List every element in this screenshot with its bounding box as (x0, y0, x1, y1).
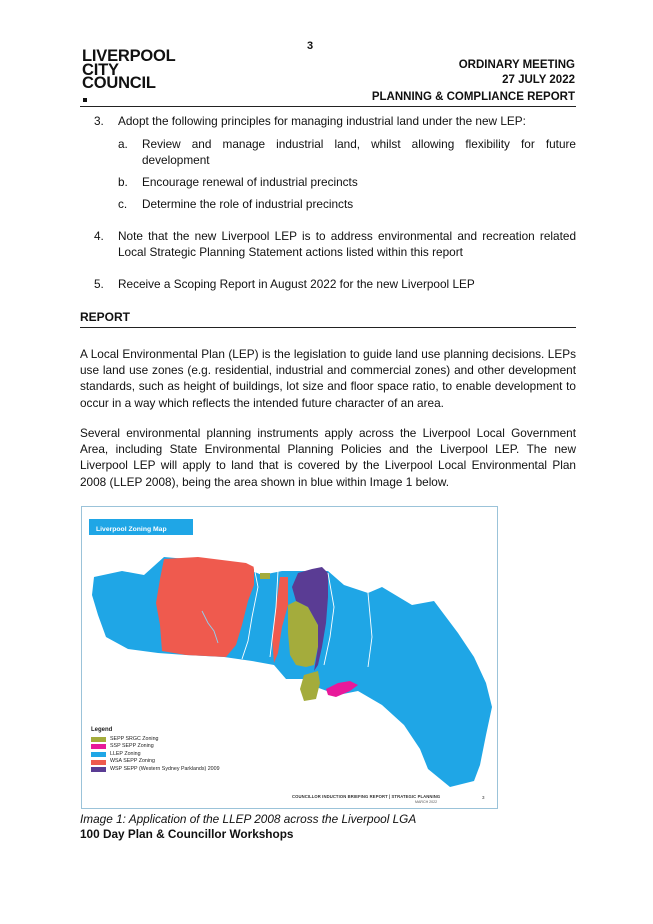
paragraph: A Local Environmental Plan (LEP) is the legislation to guide land use planning decisions. LEPs use land use zones (e.g. residential, industrial and commercial zones) and other development standards, such as height of buildings, lot size and floor space ratio, to enable development to occur in a way which reflects the intended future character of an area. (80, 347, 576, 410)
list-item-number: 5. (94, 277, 104, 291)
report-heading: REPORT (80, 310, 131, 324)
legend-label: WSP SEPP (Western Sydney Parklands) 2009 (110, 765, 220, 772)
sub-item-text: Determine the role of industrial precincts (142, 197, 354, 211)
list-item-text: Note that the new Liverpool LEP is to address environmental and recreation related Local Strategic Planning Statement actions listed within this report (118, 229, 576, 260)
map-footer-date: MARCH 2022 (415, 800, 438, 804)
section-subheading: 100 Day Plan & Councillor Workshops (80, 827, 294, 841)
legend-label: SSP SEPP Zoning (110, 743, 154, 750)
list-item-text: Adopt the following principles for managing industrial land under the new LEP: (118, 114, 526, 128)
srgc-zone-notch (260, 573, 270, 579)
legend-item (91, 766, 220, 774)
legend-swatch-wsa-icon (91, 760, 106, 765)
map-legend (91, 727, 220, 774)
header-date: 27 JULY 2022 (502, 74, 575, 86)
legend-item (91, 743, 220, 751)
logo-line-2: CITY (82, 60, 119, 79)
map-footer: COUNCILLOR INDUCTION BRIEFING REPORT | STRATEGIC PLANNING (292, 794, 441, 799)
sub-item-text: Encourage renewal of industrial precincts (142, 175, 358, 189)
list-item-number: 4. (94, 229, 104, 243)
zoning-map-image (81, 506, 498, 809)
legend-label: WSA SEPP Zoning (110, 758, 155, 765)
paragraph: Several environmental planning instruments apply across the Liverpool Local Government Area, including State Environmental Planning Policies and the Liverpool LEP. The new Liverpool LEP will apply to land that is covered by the Liverpool Local Environmental Plan 2008 (LLEP 2008), being the area shown in blue within Image 1 below. (80, 426, 576, 489)
legend-swatch-srgc-icon (91, 737, 106, 742)
legend-item (91, 751, 220, 759)
header-report: PLANNING & COMPLIANCE REPORT (371, 91, 575, 103)
legend-item (91, 758, 220, 766)
sub-item-label: a. (118, 137, 128, 151)
logo-dot-icon (83, 98, 87, 102)
list-item-text: Receive a Scoping Report in August 2022 for the new Liverpool LEP (118, 277, 475, 291)
legend-swatch-llep-icon (91, 752, 106, 757)
legend-item (91, 736, 220, 744)
header-meeting: ORDINARY MEETING (458, 59, 575, 71)
logo-line-1: LIVERPOOL (82, 47, 176, 65)
sub-item-text: Review and manage industrial land, whilst allowing flexibility for future development (142, 137, 576, 168)
page-number: 3 (306, 40, 314, 52)
legend-label: LLEP Zoning (110, 750, 141, 757)
report-rule (80, 327, 576, 328)
council-logo (82, 47, 176, 104)
sub-item-label: c. (118, 197, 128, 211)
map-title: Liverpool Zoning Map (96, 526, 167, 533)
map-footer-page: 3 (482, 795, 485, 800)
image-caption: Image 1: Application of the LLEP 2008 across the Liverpool LGA (80, 812, 417, 826)
header-rule (80, 106, 576, 107)
legend-swatch-wsp-icon (91, 767, 106, 772)
legend-title: Legend (91, 727, 113, 733)
logo-line-3: COUNCIL (82, 74, 156, 92)
list-item-number: 3. (94, 114, 104, 128)
legend-label: SEPP SRGC Zoning (110, 735, 159, 742)
sub-item-label: b. (118, 175, 128, 189)
legend-swatch-ssp-icon (91, 744, 106, 749)
